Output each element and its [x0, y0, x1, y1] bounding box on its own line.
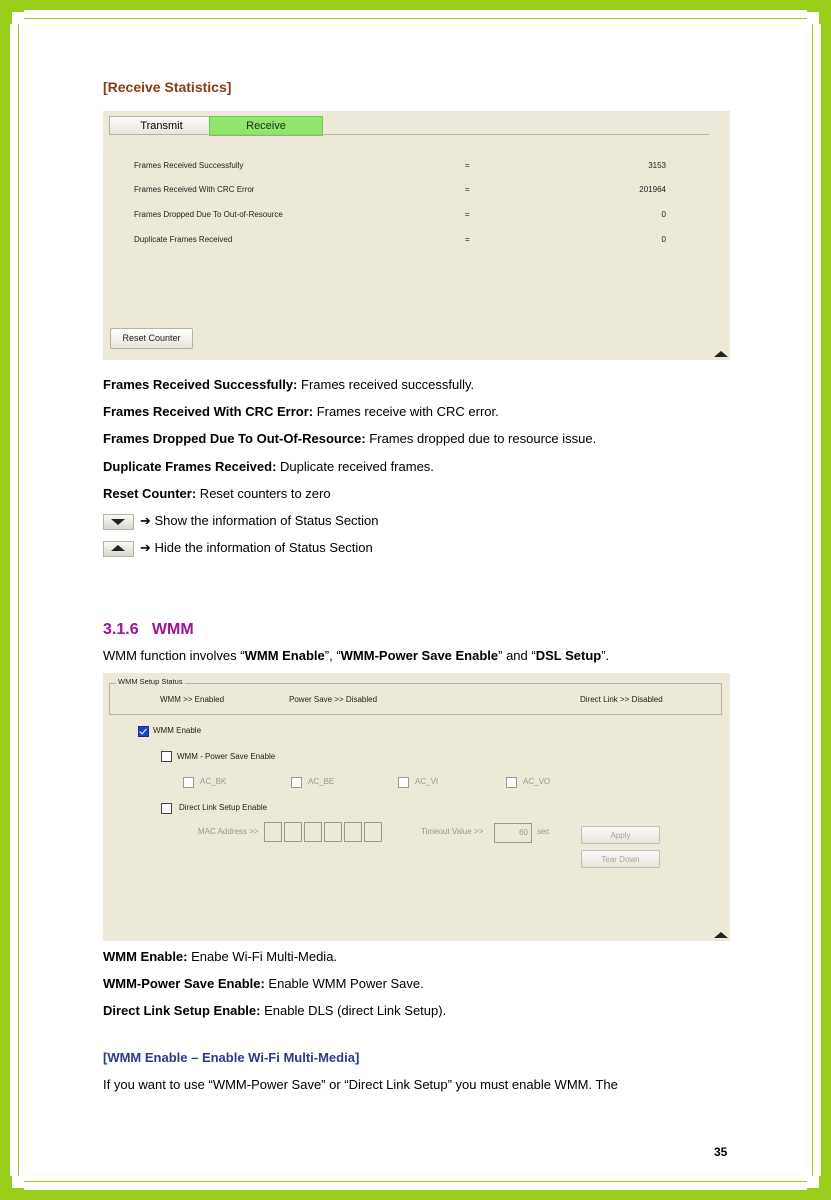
desc-term: Reset Counter: [103, 486, 197, 501]
desc-wmm-power-save [103, 976, 424, 991]
receive-statistics-panel [103, 111, 730, 360]
desc-text: Duplicate received frames. [276, 459, 434, 474]
mac-octet-input[interactable] [344, 822, 362, 842]
mac-octet-input[interactable] [324, 822, 342, 842]
stat-equals: = [465, 210, 470, 219]
stat-value: 0 [661, 210, 666, 219]
timeout-label: Timeout Value >> [421, 827, 484, 836]
desc-text: Reset counters to zero [196, 486, 331, 501]
status-power-save: Power Save >> Disabled [289, 695, 378, 704]
ac-be-checkbox[interactable] [291, 777, 302, 788]
ac-vi-label: AC_VI [415, 777, 439, 786]
ac-be-label: AC_BE [308, 777, 335, 786]
stat-label: Duplicate Frames Received [134, 235, 233, 244]
mac-address-label: MAC Address >> [198, 827, 259, 836]
desc-reset [103, 486, 331, 501]
ac-bk-label: AC_BK [200, 777, 227, 786]
stat-row-duplicate [134, 235, 666, 247]
intro-term: DSL Setup [535, 648, 602, 663]
desc-duplicate [103, 459, 434, 474]
wmm-setup-status-legend: WMM Setup Status [118, 677, 183, 686]
desc-text: Enable DLS (direct Link Setup). [260, 1003, 447, 1018]
desc-frames-received [103, 377, 474, 392]
wmm-heading: 3.1.6 WMM [103, 621, 194, 638]
desc-term: Direct Link Setup Enable: [103, 1003, 261, 1018]
power-save-enable-label: WMM - Power Save Enable [177, 752, 276, 761]
collapse-triangle-icon[interactable] [714, 932, 728, 938]
desc-term: Frames Received Successfully: [103, 377, 298, 392]
stat-value: 0 [661, 235, 666, 244]
wmm-enable-label: WMM Enable [153, 726, 202, 735]
mac-octet-input[interactable] [264, 822, 282, 842]
desc-direct-link [103, 1003, 446, 1018]
ac-vi-checkbox[interactable] [398, 777, 409, 788]
intro-text: ”, “ [324, 648, 341, 663]
wmm-settings-panel [103, 673, 730, 941]
stat-row-crc-error [134, 185, 666, 197]
ac-vo-checkbox[interactable] [506, 777, 517, 788]
intro-text: WMM function involves “ [103, 648, 245, 663]
corner-ornament [0, 0, 24, 24]
corner-ornament [807, 1176, 831, 1200]
stat-row-dropped [134, 210, 666, 222]
hide-status-note: ➔ Hide the information of Status Section [140, 540, 373, 555]
page-number: 35 [714, 1145, 728, 1159]
mac-octet-input[interactable] [364, 822, 382, 842]
stat-row-received-successfully [134, 161, 666, 173]
corner-ornament [807, 0, 831, 24]
collapse-triangle-icon[interactable] [714, 351, 728, 357]
tab-divider [109, 134, 709, 135]
desc-text: Enabe Wi-Fi Multi-Media. [187, 949, 338, 964]
apply-button[interactable]: Apply [581, 826, 660, 844]
desc-text: Frames dropped due to resource issue. [365, 431, 597, 446]
tab-transmit[interactable]: Transmit [109, 116, 214, 135]
wmm-setup-status-group [109, 677, 722, 715]
corner-ornament [0, 1176, 24, 1200]
timeout-value-input[interactable]: 60 [494, 823, 532, 843]
triangle-down-icon [111, 519, 125, 525]
desc-crc-error [103, 404, 499, 419]
status-wmm: WMM >> Enabled [160, 695, 225, 704]
power-save-enable-checkbox[interactable] [161, 751, 172, 762]
triangle-up-icon [111, 545, 125, 551]
tab-receive[interactable]: Receive [209, 116, 323, 136]
timeout-unit: sec [537, 827, 550, 836]
desc-dropped [103, 431, 596, 446]
desc-text: Frames received successfully. [297, 377, 475, 392]
desc-term: WMM Enable: [103, 949, 188, 964]
stat-label: Frames Received With CRC Error [134, 185, 255, 194]
stat-equals: = [465, 161, 470, 170]
receive-statistics-title: [Receive Statistics] [103, 79, 232, 95]
desc-term: WMM-Power Save Enable: [103, 976, 265, 991]
show-status-note: ➔ Show the information of Status Section [140, 513, 379, 528]
mac-octet-input[interactable] [304, 822, 322, 842]
reset-counter-button[interactable]: Reset Counter [110, 328, 193, 349]
stat-label: Frames Dropped Due To Out-of-Resource [134, 210, 283, 219]
ac-vo-label: AC_VO [523, 777, 551, 786]
stat-label: Frames Received Successfully [134, 161, 244, 170]
desc-term: Frames Received With CRC Error: [103, 404, 314, 419]
expand-button-icon [103, 514, 134, 530]
tear-down-button[interactable]: Tear Down [581, 850, 660, 868]
desc-text: Enable WMM Power Save. [264, 976, 424, 991]
final-paragraph: If you want to use “WMM-Power Save” or “Direct Link Setup” you must enable WMM. The [103, 1077, 618, 1092]
stat-equals: = [465, 185, 470, 194]
direct-link-enable-label: Direct Link Setup Enable [179, 803, 268, 812]
intro-term: WMM Enable [244, 648, 325, 663]
direct-link-enable-checkbox[interactable] [161, 803, 172, 814]
intro-text: ” and “ [498, 648, 536, 663]
collapse-button-icon [103, 541, 134, 557]
wmm-intro [103, 648, 609, 663]
ac-bk-checkbox[interactable] [183, 777, 194, 788]
stat-value: 3153 [648, 161, 666, 170]
status-direct-link: Direct Link >> Disabled [580, 695, 663, 704]
desc-text: Frames receive with CRC error. [313, 404, 499, 419]
intro-text: ”. [601, 648, 610, 663]
wmm-enable-checkbox[interactable] [138, 726, 149, 737]
mac-octet-input[interactable] [284, 822, 302, 842]
stat-value: 201964 [639, 185, 666, 194]
wmm-enable-subheading: [WMM Enable – Enable Wi-Fi Multi-Media] [103, 1050, 360, 1065]
desc-wmm-enable [103, 949, 337, 964]
stat-equals: = [465, 235, 470, 244]
desc-term: Duplicate Frames Received: [103, 459, 277, 474]
desc-term: Frames Dropped Due To Out-Of-Resource: [103, 431, 366, 446]
intro-term: WMM-Power Save Enable [340, 648, 499, 663]
